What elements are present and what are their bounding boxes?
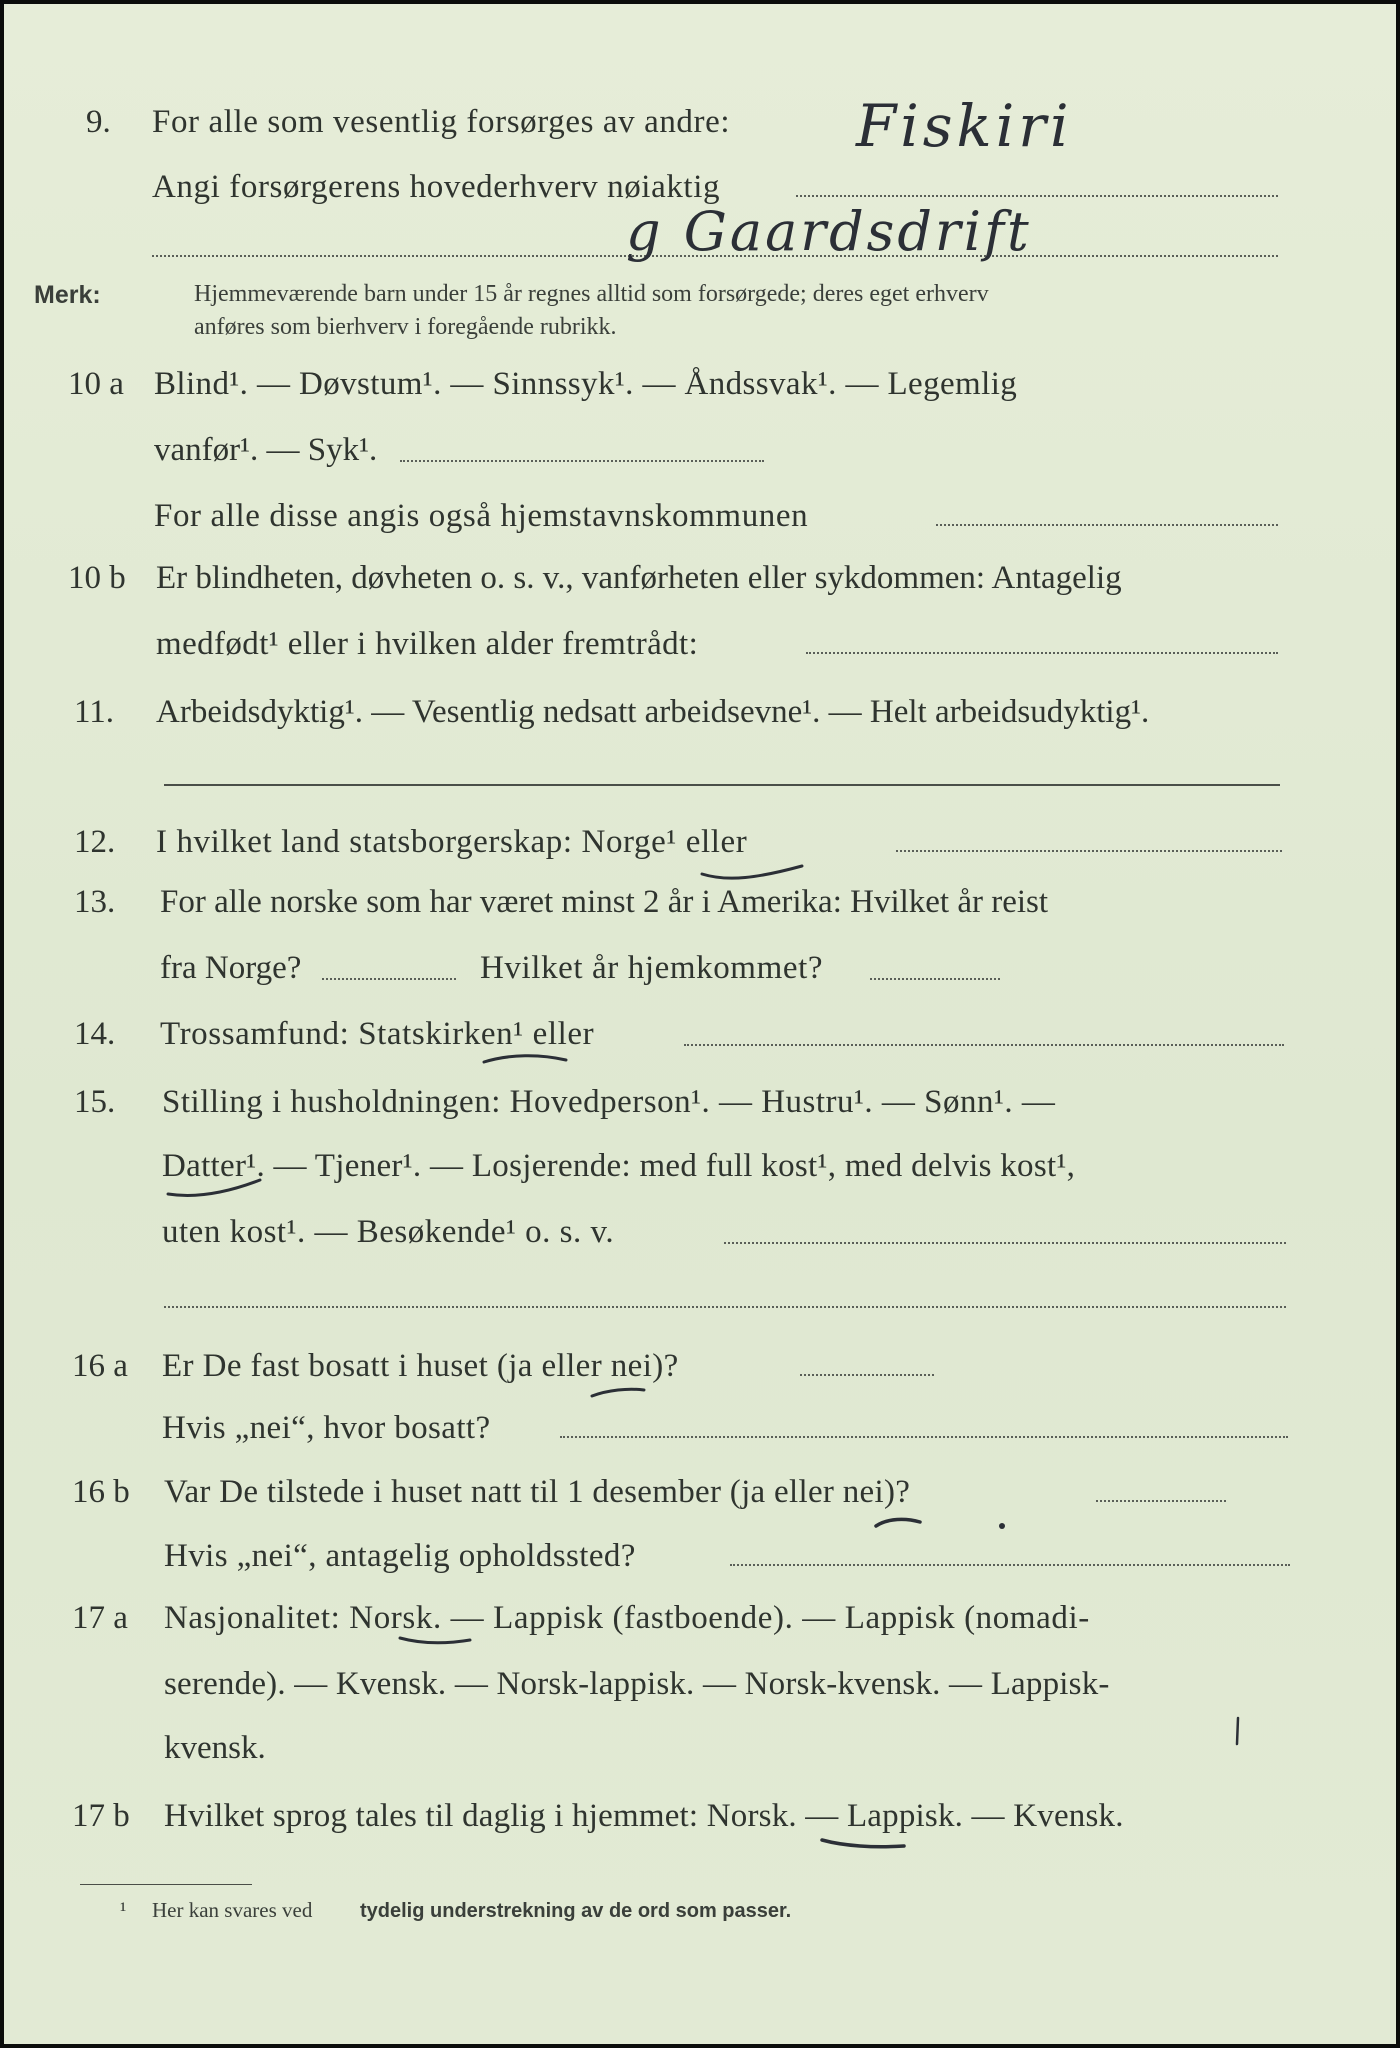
question-12-line-1: I hvilket land statsborgerskap: Norge¹ eller bbox=[156, 824, 748, 860]
question-9-line-2: Angi forsørgerens hovederhverv nøiaktig bbox=[152, 169, 721, 205]
question-10a-line-2: vanfør¹. — Syk¹. bbox=[154, 432, 378, 468]
question-16b-answer-line-1 bbox=[1096, 1500, 1226, 1502]
margin-tick-mark bbox=[1232, 1716, 1244, 1748]
underline-mark-ja-16a bbox=[588, 1382, 648, 1402]
merk-label: Merk: bbox=[34, 281, 101, 309]
question-17b-line-1: Hvilket sprog tales til daglig i hjemmet: Norsk. — Lappisk. — Kvensk. bbox=[164, 1798, 1124, 1834]
question-10a-line-1: Blind¹. — Døvstum¹. — Sinnssyk¹. — Åndssvak¹. — Legemlig bbox=[154, 366, 1018, 402]
underline-mark-norge bbox=[698, 860, 808, 884]
question-17a-line-2: serende). — Kvensk. — Norsk-lappisk. — Norsk-kvensk. — Lappisk- bbox=[164, 1666, 1110, 1702]
question-15-number: 15. bbox=[74, 1084, 116, 1120]
question-10a-line-3: For alle disse angis også hjemstavnskommunen bbox=[154, 498, 809, 534]
handwritten-answer-farming: g Gaardsdrift bbox=[626, 200, 1032, 263]
question-10b-number: 10 b bbox=[68, 560, 126, 596]
section-divider-1 bbox=[164, 784, 1280, 786]
question-16b-answer-line-2 bbox=[730, 1564, 1290, 1566]
question-16a-answer-line-2 bbox=[560, 1436, 1288, 1438]
question-12-answer-line bbox=[896, 850, 1282, 852]
question-11-number: 11. bbox=[74, 694, 115, 730]
census-form-page bbox=[4, 4, 1396, 2044]
question-10b-answer-line bbox=[806, 652, 1278, 654]
underline-mark-norsk-17b bbox=[818, 1834, 908, 1854]
question-13-answer-line-1 bbox=[322, 978, 456, 980]
question-16a-number: 16 a bbox=[72, 1348, 128, 1384]
question-13-number: 13. bbox=[74, 884, 116, 920]
question-17a-number: 17 a bbox=[72, 1600, 128, 1636]
question-16b-number: 16 b bbox=[72, 1474, 130, 1510]
question-13-answer-line-2 bbox=[870, 978, 1000, 980]
merk-line-2: anføres som bierhverv i foregående rubrikk. bbox=[194, 314, 617, 340]
underline-mark-datter bbox=[164, 1174, 264, 1204]
question-10a-answer-line-1 bbox=[400, 460, 764, 462]
question-16a-line-1: Er De fast bosatt i huset (ja eller nei)? bbox=[162, 1348, 679, 1384]
question-12-number: 12. bbox=[74, 824, 116, 860]
question-15-line-2: Datter¹. — Tjener¹. — Losjerende: med full kost¹, med delvis kost¹, bbox=[162, 1148, 1076, 1184]
question-13-line-2b: Hvilket år hjemkommet? bbox=[480, 950, 824, 986]
question-10b-line-1: Er blindheten, døvheten o. s. v., vanførheten eller sykdommen: Antagelig bbox=[156, 560, 1122, 596]
question-14-line-1: Trossamfund: Statskirken¹ eller bbox=[160, 1016, 595, 1052]
footnote-text-bold: tydelig understrekning av de ord som passer. bbox=[360, 1900, 792, 1922]
footnote-rule bbox=[80, 1884, 252, 1885]
underline-mark-ja-16b bbox=[872, 1510, 1012, 1534]
question-16a-line-2: Hvis „nei“, hvor bosatt? bbox=[162, 1410, 491, 1446]
question-14-answer-line bbox=[684, 1044, 1284, 1046]
merk-line-1: Hjemmeværende barn under 15 år regnes alltid som forsørgede; deres eget erhverv bbox=[194, 281, 989, 307]
question-15-answer-line-2 bbox=[164, 1306, 1286, 1308]
question-13-line-2a: fra Norge? bbox=[160, 950, 302, 986]
question-13-line-1: For alle norske som har været minst 2 år i Amerika: Hvilket år reist bbox=[160, 884, 1049, 920]
question-15-line-1: Stilling i husholdningen: Hovedperson¹. — Hustru¹. — Sønn¹. — bbox=[162, 1084, 1056, 1120]
question-17a-line-1: Nasjonalitet: Norsk. — Lappisk (fastboende). — Lappisk (nomadi- bbox=[164, 1600, 1090, 1636]
question-9-number: 9. bbox=[86, 104, 111, 140]
question-10a-answer-line-2 bbox=[936, 524, 1278, 526]
footnote-text-plain: Her kan svares ved bbox=[152, 1898, 313, 1922]
question-9-line-1: For alle som vesentlig forsørges av andre: bbox=[152, 104, 731, 140]
handwritten-answer-occupation: Fiskiri bbox=[856, 92, 1073, 160]
question-9-answer-line-1 bbox=[796, 195, 1278, 197]
footnote-marker: ¹ bbox=[120, 1898, 127, 1922]
question-10a-number: 10 a bbox=[68, 366, 124, 402]
question-15-line-3: uten kost¹. — Besøkende¹ o. s. v. bbox=[162, 1214, 615, 1250]
underline-mark-statskirken bbox=[480, 1050, 570, 1070]
question-11-line-1: Arbeidsdyktig¹. — Vesentlig nedsatt arbeidsevne¹. — Helt arbeidsudyktig¹. bbox=[156, 694, 1150, 730]
question-17a-line-3: kvensk. bbox=[164, 1730, 266, 1766]
question-16a-answer-line-1 bbox=[800, 1374, 934, 1376]
question-10b-line-2: medfødt¹ eller i hvilken alder fremtrådt: bbox=[156, 626, 699, 662]
question-16b-line-1: Var De tilstede i huset natt til 1 desember (ja eller nei)? bbox=[164, 1474, 911, 1510]
question-15-answer-line-1 bbox=[724, 1242, 1286, 1244]
underline-mark-norsk-17a bbox=[396, 1630, 476, 1650]
question-14-number: 14. bbox=[74, 1016, 116, 1052]
question-16b-line-2: Hvis „nei“, antagelig opholdssted? bbox=[164, 1538, 636, 1574]
footnote-text-bold-wrapper bbox=[360, 1898, 791, 1923]
question-17b-number: 17 b bbox=[72, 1798, 130, 1834]
